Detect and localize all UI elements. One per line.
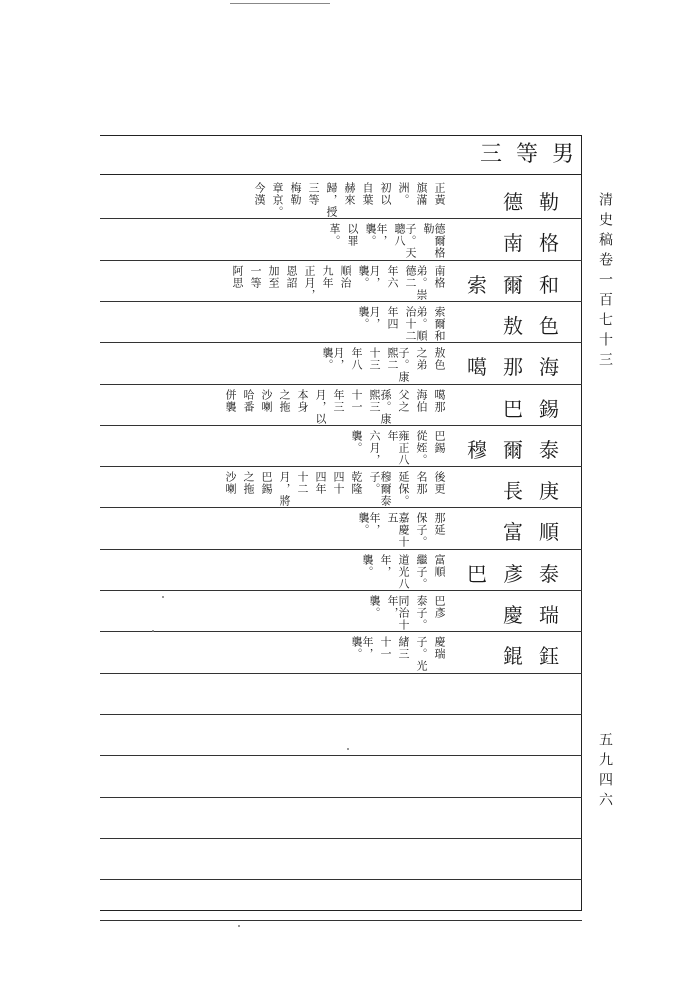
- entry-text: 嘉慶十五: [386, 512, 410, 549]
- entry-text: 十一: [379, 636, 392, 661]
- row-separator: [100, 631, 582, 632]
- entry-text: 那延: [433, 512, 446, 537]
- table-heading: 三等男: [480, 142, 589, 167]
- row-separator: [100, 384, 582, 385]
- entry-text: 以罪: [346, 223, 359, 248]
- row-separator: [100, 590, 582, 591]
- person-name: 富順: [503, 520, 575, 545]
- entry-cells: [351, 636, 445, 672]
- entry-text: 之弟: [415, 347, 428, 372]
- person-name: 南格: [503, 231, 575, 256]
- entry-cells: [232, 265, 445, 301]
- entry-text: 初以: [379, 182, 392, 206]
- bottom-rule: [100, 910, 582, 911]
- entry-text: 緒三: [397, 636, 410, 661]
- person-name: 噶那海: [467, 355, 575, 380]
- right-border: [581, 135, 582, 911]
- entry-text: 今漢: [253, 182, 266, 206]
- entry-text: 穆爾泰子。: [368, 471, 392, 508]
- entry-text: 巴錫: [260, 471, 273, 496]
- entry-text: 敖色: [433, 347, 446, 372]
- entry-text: 德爾格勒: [422, 223, 446, 260]
- entry-text: 歸，授: [325, 182, 338, 218]
- entry-text: 襲。: [350, 429, 363, 454]
- entry-text: 順治: [339, 264, 352, 289]
- scan-speck: [347, 748, 349, 750]
- entry-text: 加至: [267, 264, 280, 289]
- scan-speck: [162, 596, 164, 598]
- person-name: 敖色: [503, 313, 575, 338]
- person-name: 慶瑞: [503, 603, 575, 627]
- entry-text: 乾隆: [350, 471, 363, 496]
- entry-text: 襲。: [368, 595, 381, 619]
- person-name: 穆爾泰: [467, 437, 575, 462]
- entry-text: 年，襲。: [357, 512, 381, 537]
- entry-text: 正月，: [303, 264, 316, 301]
- person-name: 巴錫: [503, 396, 575, 421]
- header-rule: [100, 174, 582, 175]
- entry-cells: [351, 430, 445, 466]
- entry-text: 自葉: [361, 182, 374, 206]
- entry-text: 從姪。: [415, 429, 428, 466]
- entry-text: 巴錫: [433, 429, 446, 454]
- entry-text: 泰子。: [415, 595, 428, 631]
- entry-text: 延保。: [397, 471, 410, 508]
- row-separator: [100, 797, 582, 798]
- row-separator: [100, 507, 582, 508]
- entry-cells: [225, 389, 445, 425]
- entry-text: 子。天聰八: [393, 223, 417, 260]
- scan-top-line: [230, 3, 330, 4]
- row-separator: [100, 673, 582, 674]
- row-separator: [100, 260, 582, 261]
- scan-speck: [152, 630, 154, 632]
- row-separator: [100, 466, 582, 467]
- entry-cells: [254, 182, 445, 218]
- entry-text: 繼子。: [415, 553, 428, 590]
- entry-text: 年六: [386, 264, 399, 289]
- entry-cells: [225, 471, 445, 507]
- entry-text: 之拖: [278, 388, 291, 413]
- entry-text: 併襲: [224, 388, 237, 413]
- entry-text: 月，襲。: [357, 264, 381, 289]
- row-separator: [100, 838, 582, 839]
- entry-text: 十三: [368, 347, 381, 372]
- person-name: 索爾和: [467, 272, 575, 297]
- row-separator: [100, 301, 582, 302]
- entry-text: 九年: [321, 264, 334, 289]
- entry-text: 阿思: [231, 264, 244, 289]
- row-separator: [100, 879, 582, 880]
- entry-text: 年，: [379, 553, 392, 578]
- entry-cells: [358, 512, 445, 548]
- row-separator: [100, 755, 582, 756]
- entry-text: 名那: [415, 471, 428, 496]
- entry-text: 雍正八年: [386, 429, 410, 466]
- entry-text: 十二: [296, 471, 309, 496]
- entry-text: 梅勒: [289, 182, 302, 206]
- entry-text: 沙喇: [224, 471, 237, 496]
- entry-text: 四年: [314, 471, 327, 496]
- entry-text: 沙喇: [260, 388, 273, 413]
- entry-text: 年四: [386, 305, 399, 330]
- book-title: 清史稿卷一百七十三: [597, 192, 613, 372]
- entry-text: 洲。: [397, 182, 410, 206]
- entry-text: 月，以: [314, 388, 327, 425]
- entry-text: 本身: [296, 388, 309, 413]
- entry-text: 年，襲。: [350, 636, 374, 661]
- entry-text: 年，襲。: [364, 223, 388, 248]
- entry-text: 孫。康熙三: [368, 388, 392, 425]
- row-separator: [100, 549, 582, 550]
- entry-text: 子。光: [415, 636, 428, 673]
- entry-text: 哈番: [242, 388, 255, 413]
- person-name: 巴彥泰: [467, 561, 575, 586]
- entry-text: 三等: [307, 182, 320, 206]
- entry-text: 後更: [433, 471, 446, 496]
- entry-text: 正黃: [433, 182, 446, 206]
- entry-text: 弟。崇德二: [404, 264, 428, 301]
- entry-text: 道光八: [397, 553, 410, 590]
- entry-text: 保子。: [415, 512, 428, 549]
- entry-text: 南格: [433, 264, 446, 289]
- row-separator: [100, 342, 582, 343]
- entry-text: 之拖: [242, 471, 255, 496]
- page-number: 五九四六: [597, 732, 613, 812]
- entry-text: 赫來: [343, 182, 356, 206]
- entry-text: 一等: [249, 264, 262, 289]
- entry-text: 襲。: [361, 553, 374, 578]
- scan-speck: [238, 925, 240, 927]
- entry-text: 慶瑞: [433, 636, 446, 661]
- entry-text: 六月，: [368, 429, 381, 466]
- entry-cells: [322, 347, 445, 383]
- entry-text: 章京。: [271, 182, 284, 218]
- entry-text: 弟。順治十二: [404, 305, 428, 342]
- row-separator: [100, 218, 582, 219]
- row-separator: [100, 425, 582, 426]
- row-separator: [100, 714, 582, 715]
- person-name: 錕鈺: [503, 644, 575, 669]
- entry-text: 革。: [328, 223, 341, 248]
- entry-cells: [329, 223, 445, 259]
- entry-text: 噶那: [433, 388, 446, 413]
- entry-cells: [358, 306, 445, 342]
- entry-text: 年三: [332, 388, 345, 413]
- entry-text: 月，將: [278, 471, 291, 508]
- entry-text: 四十: [332, 471, 345, 496]
- entry-text: 十一: [350, 388, 363, 413]
- person-name: 德勒: [503, 190, 575, 214]
- row-separator: [100, 920, 582, 921]
- entry-cells: [369, 595, 445, 631]
- entry-text: 同治十年，: [386, 595, 410, 631]
- entry-cells: [362, 554, 445, 590]
- entry-text: 月，襲。: [357, 305, 381, 330]
- entry-text: 索爾和: [433, 305, 446, 342]
- entry-text: 旗滿: [415, 182, 428, 206]
- entry-text: 巴彥: [433, 595, 446, 619]
- top-rule: [100, 135, 582, 136]
- entry-text: 父之: [397, 388, 410, 413]
- entry-text: 月，襲。: [321, 347, 345, 372]
- entry-text: 年八: [350, 347, 363, 372]
- person-name: 長庚: [503, 479, 575, 504]
- entry-text: 恩詔: [285, 264, 298, 289]
- entry-text: 海伯: [415, 388, 428, 413]
- entry-text: 子。康熙二: [386, 347, 410, 384]
- entry-text: 富順: [433, 553, 446, 578]
